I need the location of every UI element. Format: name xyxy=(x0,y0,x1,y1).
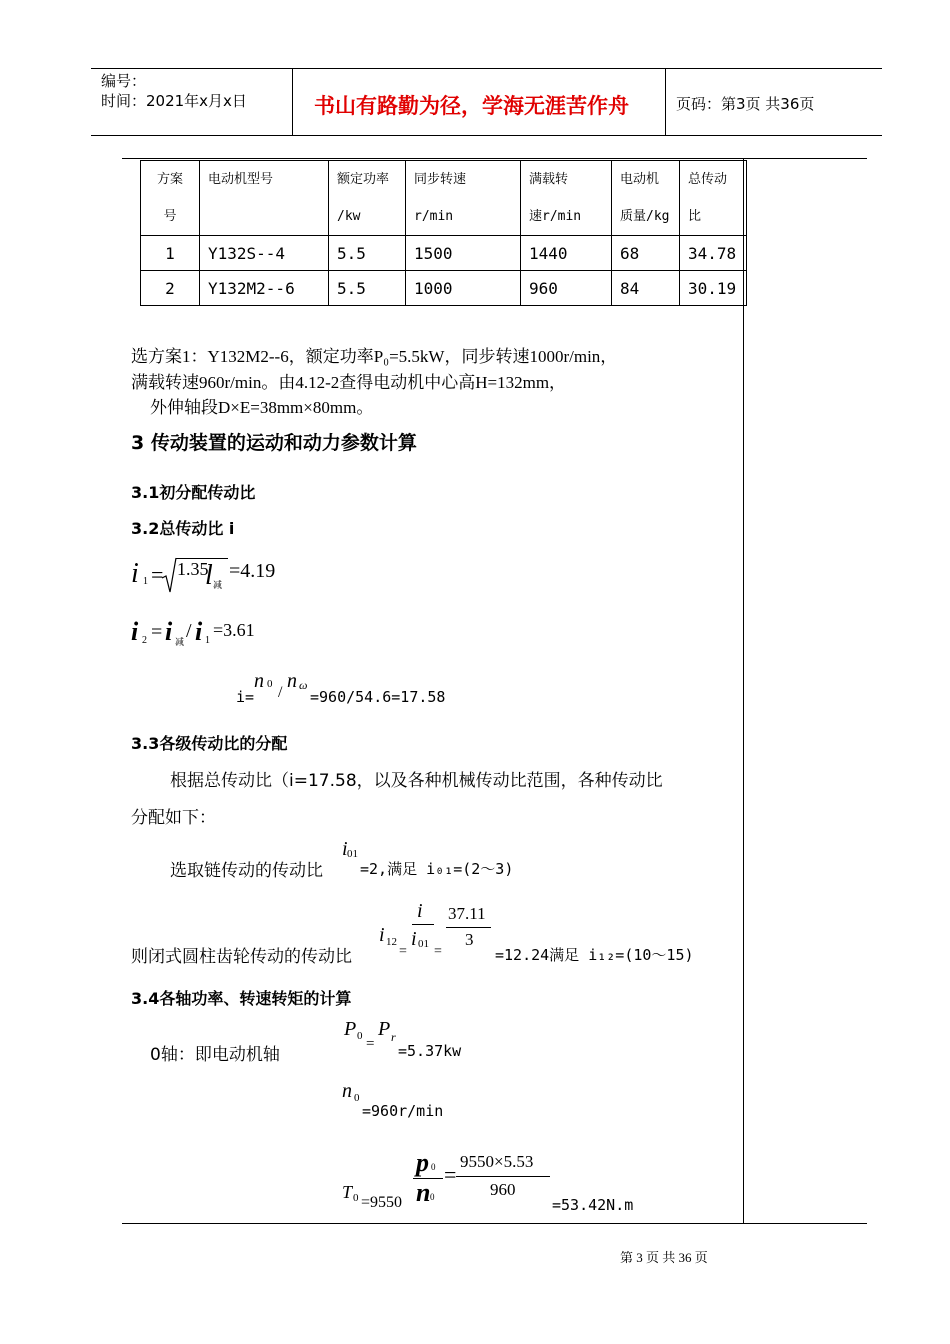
table-header-cell: 总传动 比 xyxy=(680,161,747,236)
section-3-title: 3 传动装置的运动和动力参数计算 xyxy=(131,432,417,454)
para-3-3-line-1: 根据总传动比（i=17.58，以及各种机械传动比范围，各种传动比 xyxy=(170,771,663,791)
eq-p0: P 0 = P r =5.37kw xyxy=(344,1018,462,1060)
table-cell: 34.78 xyxy=(680,236,747,271)
header-bottom-rule xyxy=(91,135,882,136)
table-header-cell: 电动机型号 xyxy=(200,161,329,236)
radical-sign-icon xyxy=(161,556,177,594)
eq-n0: n 0 =960r/min xyxy=(342,1080,444,1120)
section-3-2-title: 3.2总传动比 i xyxy=(131,519,235,538)
eq-chain-ratio: 选取链传动的传动比 i 01 =2,满足 i₀₁=(2～3) xyxy=(170,838,514,881)
table-cell: Y132M2--6 xyxy=(200,271,329,306)
table-header-row xyxy=(141,161,747,236)
eq-i2: i 2 = i 减 / i 1 =3.61 xyxy=(131,617,255,648)
table-cell: 5.5 xyxy=(329,236,406,271)
table-cell: 2 xyxy=(141,271,200,306)
section-3-4-title: 3.4各轴功率、转速转矩的计算 xyxy=(131,989,352,1008)
table-cell: 1000 xyxy=(406,271,521,306)
section-3-1-title: 3.1初分配传动比 xyxy=(131,483,256,502)
select-line-2: 满载转速960r/min。由4.12-2查得电动机中心高H=132mm， xyxy=(131,373,567,392)
eq-gear-ratio: 则闭式圆柱齿轮传动的传动比 i 12 = i i 01 = 37.11 3 =12.24满足 i₁₂=(10～15) xyxy=(131,900,694,967)
table-row xyxy=(141,236,747,271)
frame-right-rule xyxy=(743,158,744,1224)
frame-bottom-rule xyxy=(122,1223,867,1224)
eq-i1: i 1 = 1.35 l 减 =4.19 xyxy=(131,556,291,596)
motor-table xyxy=(140,160,747,306)
footer-page-number: 第 3 页 共 36 页 xyxy=(620,1250,708,1265)
table-cell: 1 xyxy=(141,236,200,271)
header-time-label: 时间：2021年x月x日 xyxy=(101,92,247,110)
frame-top-rule xyxy=(122,158,867,159)
table-cell: 68 xyxy=(612,236,680,271)
table-header-cell: 电动机 质量/kg xyxy=(612,161,680,236)
table-cell: 5.5 xyxy=(329,271,406,306)
section-3-3-title: 3.3各级传动比的分配 xyxy=(131,734,288,753)
table-cell: Y132S--4 xyxy=(200,236,329,271)
table-header-cell: 同步转速 r/min xyxy=(406,161,521,236)
eq-t0: T 0 =9550 p 0 n 0 = 9550×5.53 960 =53.42N.m xyxy=(342,1148,634,1214)
table-cell: 30.19 xyxy=(680,271,747,306)
table-cell: 1440 xyxy=(521,236,612,271)
table-cell: 84 xyxy=(612,271,680,306)
para-3-3-line-2: 分配如下： xyxy=(131,808,216,828)
axis-0-label: 0轴：即电动机轴 xyxy=(150,1045,280,1065)
header-motto: 书山有路勤为径，学海无涯苦作舟 xyxy=(314,94,629,118)
table-cell: 1500 xyxy=(406,236,521,271)
select-line-1: 选方案1：Y132M2--6，额定功率P₀=5.5kW，同步转速1000r/min， xyxy=(131,347,618,366)
select-line-3: 外伸轴段D×E=38mm×80mm。 xyxy=(150,398,374,417)
table-header-cell: 额定功率 /kw xyxy=(329,161,406,236)
table-cell: 960 xyxy=(521,271,612,306)
header-divider-left xyxy=(292,68,293,136)
table-row xyxy=(141,271,747,306)
header-page-label: 页码：第3页 共36页 xyxy=(676,95,815,113)
table-header-cell: 方案 号 xyxy=(141,161,200,236)
header-divider-right xyxy=(665,68,666,136)
eq-i-total: i= n 0 / n ω =960/54.6=17.58 xyxy=(236,670,446,706)
header-top-rule xyxy=(91,68,882,69)
table-header-cell: 满载转 速r/min xyxy=(521,161,612,236)
header-code-label: 编号： xyxy=(101,72,147,90)
